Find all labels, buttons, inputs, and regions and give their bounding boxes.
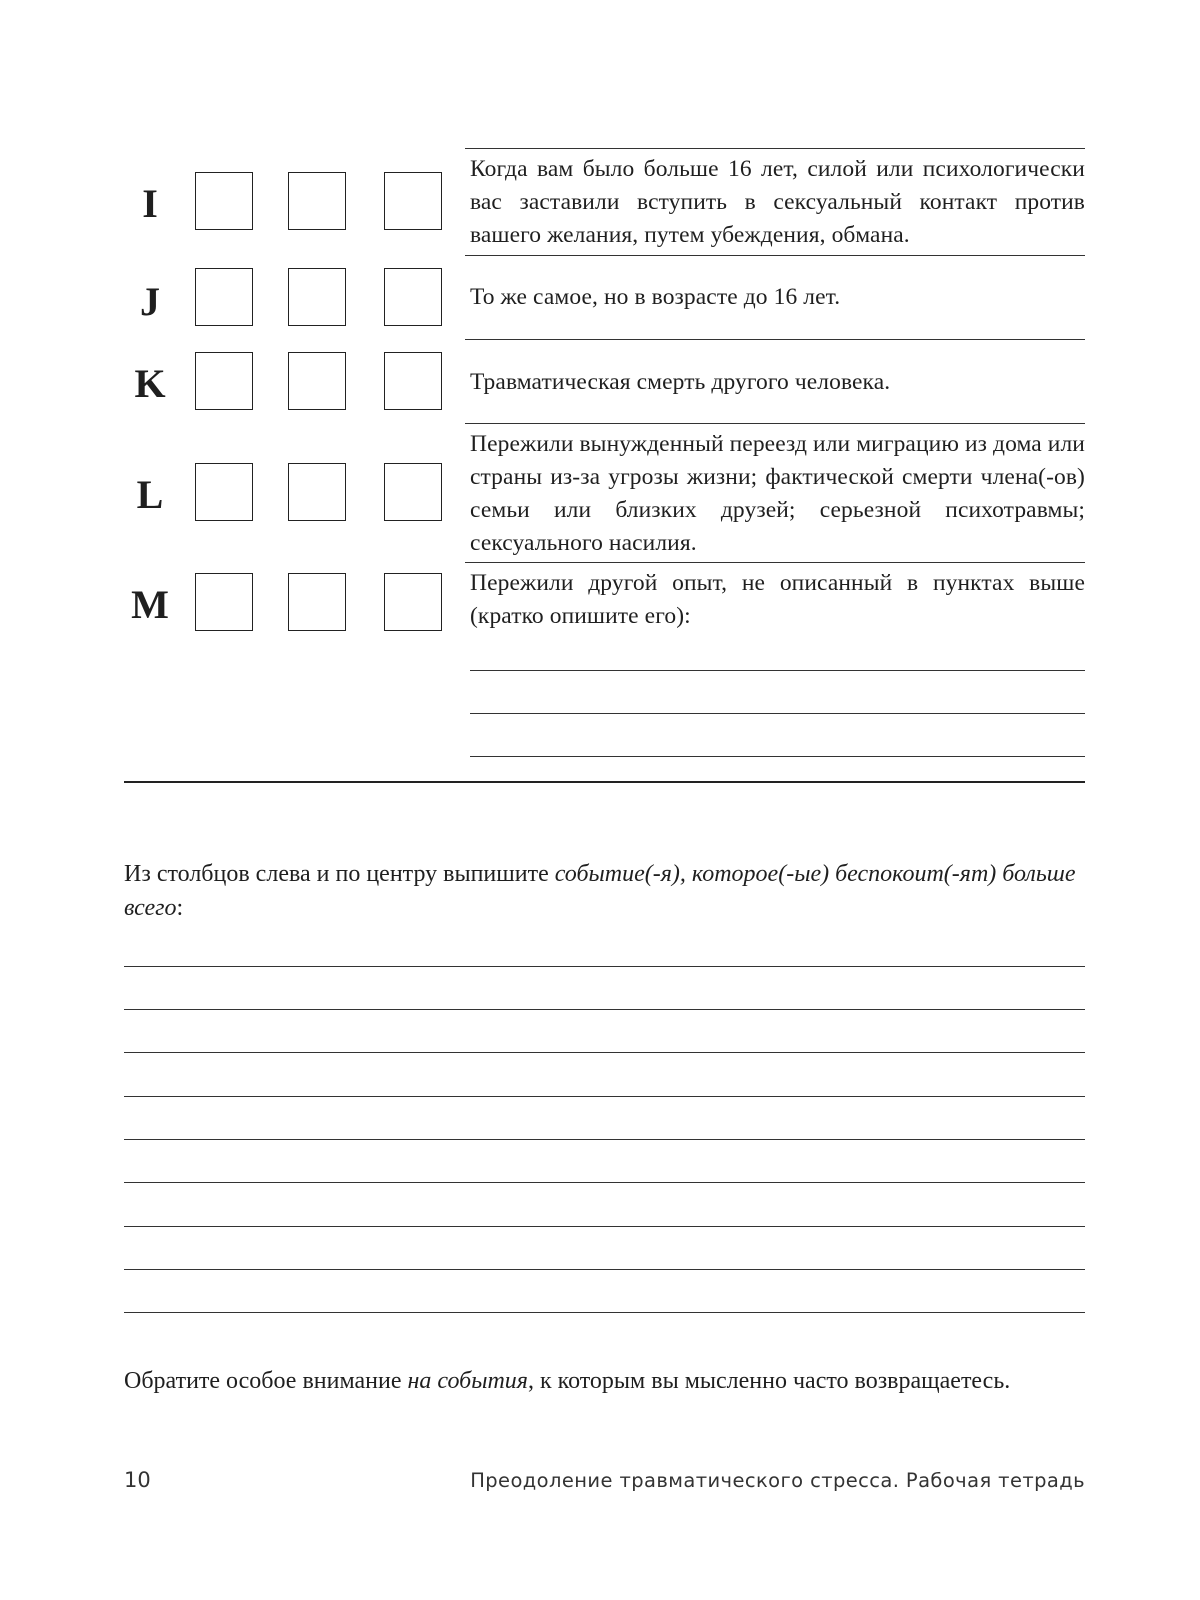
page-number: 10 bbox=[124, 1468, 151, 1492]
checkbox-m-1[interactable] bbox=[195, 573, 253, 631]
checkbox-k-1[interactable] bbox=[195, 352, 253, 410]
row-description-k: Травматическая смерть другого человека. bbox=[470, 369, 891, 395]
note-suffix: , к которым вы мысленно часто возвращаетесь. bbox=[527, 1368, 1011, 1394]
checkbox-l-3[interactable] bbox=[384, 463, 442, 521]
row-divider bbox=[465, 339, 1085, 340]
note-prefix: Обратите особое внимание bbox=[124, 1368, 408, 1394]
other-experience-write-line[interactable] bbox=[470, 670, 1085, 671]
checkbox-i-1[interactable] bbox=[195, 172, 253, 230]
section-divider bbox=[124, 781, 1085, 783]
row-divider bbox=[465, 423, 1085, 424]
answer-write-line[interactable] bbox=[124, 1096, 1085, 1097]
note-emphasis: на события bbox=[407, 1368, 528, 1394]
row-letter-l: L bbox=[136, 472, 164, 517]
row-letter-m: M bbox=[131, 582, 169, 627]
other-experience-write-line[interactable] bbox=[470, 756, 1085, 757]
note-text bbox=[124, 1364, 1086, 1398]
checkbox-j-2[interactable] bbox=[288, 268, 346, 326]
row-letter-k: K bbox=[134, 361, 166, 406]
checkbox-j-1[interactable] bbox=[195, 268, 253, 326]
answer-write-line[interactable] bbox=[124, 1052, 1085, 1053]
checkbox-i-3[interactable] bbox=[384, 172, 442, 230]
row-description-l: Пережили вынужденный переезд или миграцию из дома или страны из-за угрозы жизни; фактической смерти члена(-ов) семьи или близких друзей; серьезной психотравмы; сексуального насилия. bbox=[470, 431, 1085, 556]
checkbox-k-3[interactable] bbox=[384, 352, 442, 410]
instruction-text bbox=[124, 857, 1086, 925]
checkbox-i-2[interactable] bbox=[288, 172, 346, 230]
checkbox-m-2[interactable] bbox=[288, 573, 346, 631]
row-description-m: Пережили другой опыт, не описанный в пунктах выше (кратко опишите его): bbox=[470, 570, 1085, 629]
checkbox-l-1[interactable] bbox=[195, 463, 253, 521]
row-divider bbox=[465, 562, 1085, 563]
row-letter-i: I bbox=[142, 181, 158, 226]
checkbox-m-3[interactable] bbox=[384, 573, 442, 631]
row-divider bbox=[465, 148, 1085, 149]
answer-write-line[interactable] bbox=[124, 1269, 1085, 1270]
checkbox-k-2[interactable] bbox=[288, 352, 346, 410]
other-experience-write-line[interactable] bbox=[470, 713, 1085, 714]
checkbox-l-2[interactable] bbox=[288, 463, 346, 521]
row-description-i: Когда вам было больше 16 лет, силой или психологически вас заставили вступить в сексуальный контакт против вашего желания, путем убеждения, обмана. bbox=[470, 156, 1085, 248]
answer-write-line[interactable] bbox=[124, 1139, 1085, 1140]
row-divider bbox=[465, 255, 1085, 256]
row-description-j: То же самое, но в возрасте до 16 лет. bbox=[470, 284, 841, 310]
instruction-prefix: Из столбцов слева и по центру выпишите bbox=[124, 861, 555, 887]
answer-write-line[interactable] bbox=[124, 1312, 1085, 1313]
answer-write-line[interactable] bbox=[124, 1226, 1085, 1227]
answer-write-line[interactable] bbox=[124, 966, 1085, 967]
row-letter-j: J bbox=[140, 279, 160, 324]
answer-write-line[interactable] bbox=[124, 1182, 1085, 1183]
running-footer-title: Преодоление травматического стресса. Рабочая тетрадь bbox=[470, 1469, 1085, 1492]
instruction-suffix: : bbox=[176, 895, 184, 921]
answer-write-line[interactable] bbox=[124, 1009, 1085, 1010]
checkbox-j-3[interactable] bbox=[384, 268, 442, 326]
instruction-emphasis: событие(-я), которое(-ые) беспокоит(-ят) больше всего bbox=[124, 861, 1076, 921]
